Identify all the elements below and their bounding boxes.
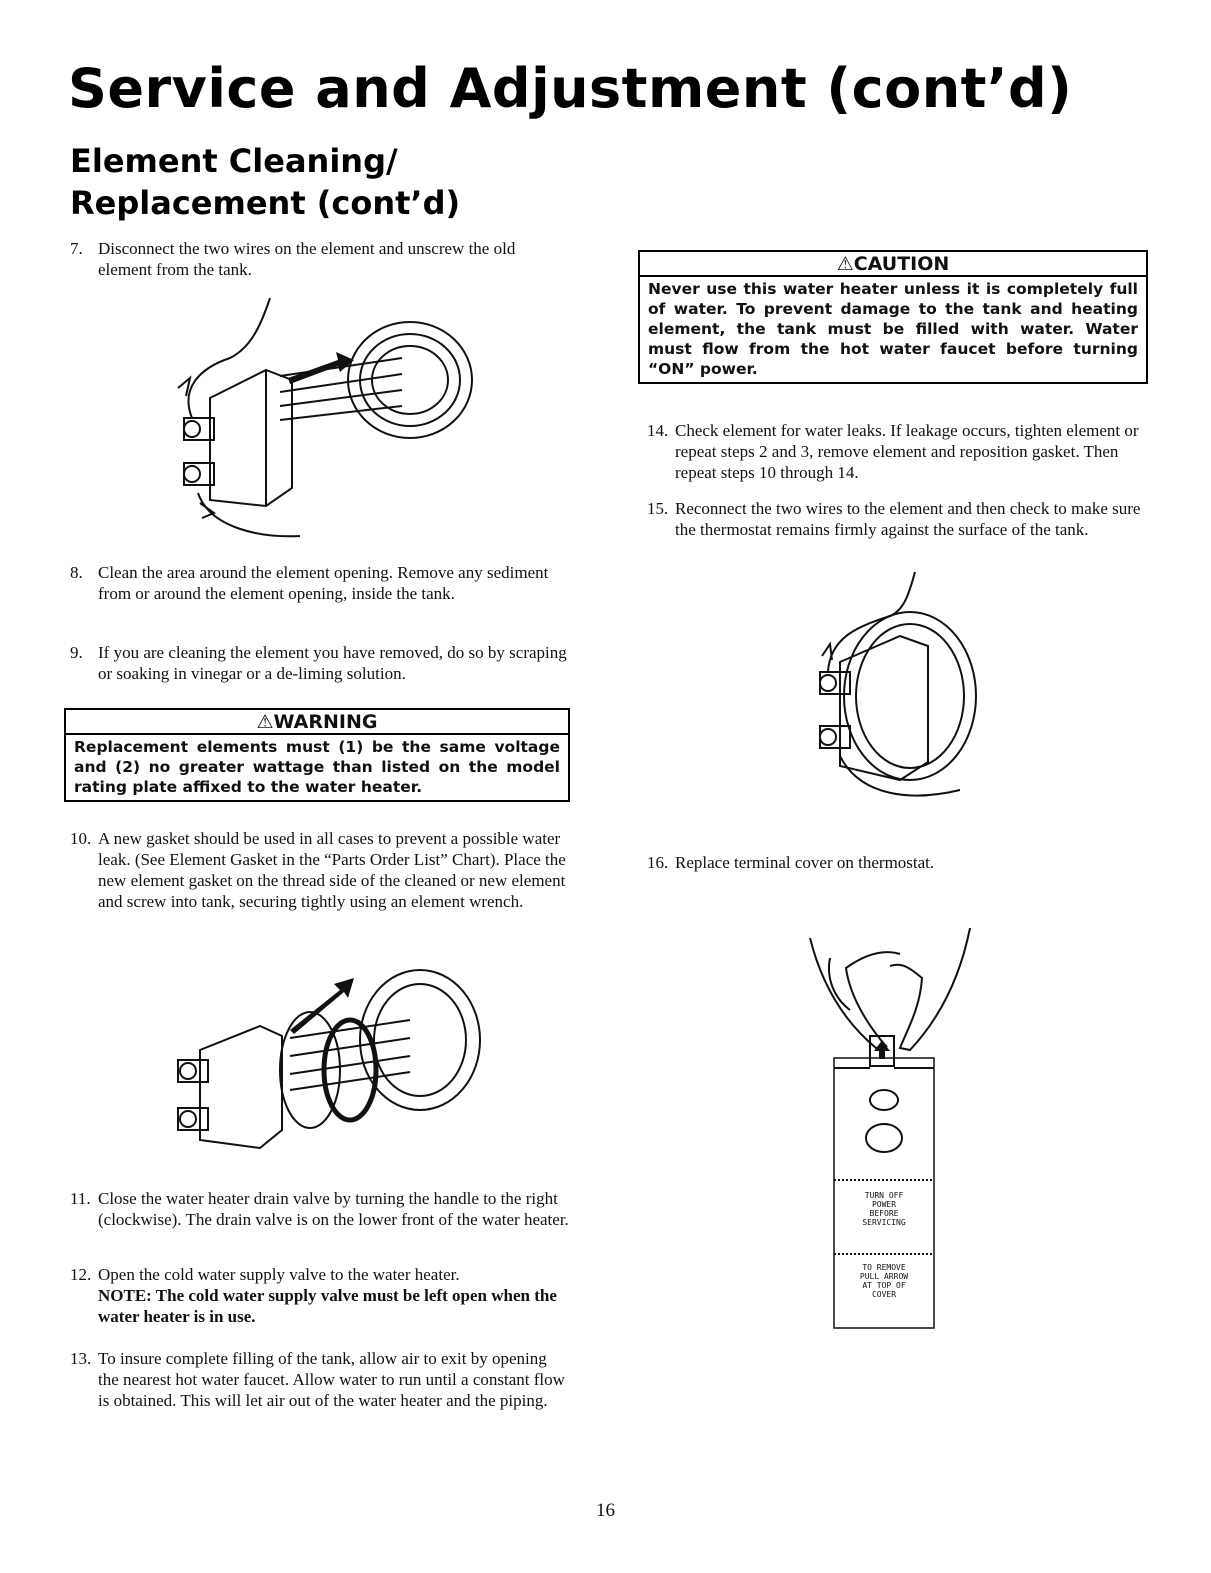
terminal-cover-illustration bbox=[790, 918, 990, 1338]
page-title: Service and Adjustment (cont’d) bbox=[68, 57, 1073, 120]
step-text: A new gasket should be used in all cases to prevent a possible water leak. (See Element Gasket in the “Parts Order List” Chart). Place the new element gasket on the thread side of the cleaned or new element and screw into tank, securing tightly using an element wrench. bbox=[98, 829, 566, 911]
step-number: 8. bbox=[70, 563, 83, 582]
cover-label-line7: AT TOP OF bbox=[862, 1281, 906, 1290]
step-number: 15. bbox=[647, 499, 669, 518]
step-9 bbox=[70, 642, 570, 684]
step-12 bbox=[70, 1264, 570, 1327]
step-text: Reconnect the two wires to the element and then check to make sure the thermostat remains firmly against the surface of the tank. bbox=[675, 499, 1141, 539]
subtitle-line-1: Element Cleaning/ bbox=[70, 142, 398, 180]
step-text: To insure complete filling of the tank, allow air to exit by opening the nearest hot water faucet. Allow water to run until a constant flow is obtained. This will let air out of the water heater and the piping. bbox=[98, 1349, 565, 1410]
reconnect-wires-illustration bbox=[800, 566, 980, 806]
step-note: NOTE: The cold water supply valve must be left open when the water heater is in use. bbox=[98, 1286, 557, 1326]
cover-label-line3: BEFORE bbox=[869, 1209, 899, 1218]
step-15 bbox=[647, 498, 1147, 540]
cover-label-line6: PULL ARROW bbox=[859, 1272, 909, 1281]
element-installation-illustration bbox=[170, 960, 490, 1160]
step-text: Disconnect the two wires on the element and unscrew the old element from the tank. bbox=[98, 239, 516, 279]
step-number: 13. bbox=[70, 1349, 92, 1368]
step-text: If you are cleaning the element you have removed, do so by scraping or soaking in vinegar or a de-liming solution. bbox=[98, 643, 567, 683]
cover-label-line1: TURN OFF bbox=[864, 1191, 904, 1200]
cover-label-line4: SERVICING bbox=[862, 1218, 906, 1227]
step-number: 11. bbox=[70, 1189, 91, 1208]
arrow-icon bbox=[288, 352, 354, 384]
warning-box bbox=[64, 708, 570, 802]
step-number: 16. bbox=[647, 853, 669, 872]
step-number: 9. bbox=[70, 643, 83, 662]
step-number: 14. bbox=[647, 421, 669, 440]
step-text: Check element for water leaks. If leakage occurs, tighten element or repeat steps 2 and 3, remove element and reposition gasket. Then repeat steps 10 through 14. bbox=[675, 421, 1139, 482]
step-14 bbox=[647, 420, 1147, 483]
caution-heading: ⚠CAUTION bbox=[640, 252, 1146, 277]
arrow-icon bbox=[290, 978, 354, 1034]
caution-body: Never use this water heater unless it is completely full of water. To prevent damage to the tank and heating element, the tank must be filled with water. Water must flow from the hot water faucet before turning “ON” power. bbox=[648, 280, 1138, 378]
element-removal-illustration bbox=[170, 288, 480, 548]
step-10 bbox=[70, 828, 570, 912]
step-7 bbox=[70, 238, 570, 280]
subtitle-line-2: Replacement (cont’d) bbox=[70, 184, 461, 222]
step-text: Clean the area around the element opening. Remove any sediment from or around the element opening, inside the tank. bbox=[98, 563, 549, 603]
page-number: 16 bbox=[596, 1500, 615, 1521]
step-8 bbox=[70, 562, 570, 604]
step-number: 12. bbox=[70, 1265, 92, 1284]
step-16 bbox=[647, 852, 1147, 873]
step-text bbox=[98, 1264, 570, 1327]
step-13 bbox=[70, 1348, 570, 1411]
warning-heading: ⚠WARNING bbox=[66, 710, 568, 735]
warning-body: Replacement elements must (1) be the same voltage and (2) no greater wattage than listed on the model rating plate affixed to the water heater. bbox=[74, 738, 560, 796]
cover-label-line2: POWER bbox=[871, 1200, 897, 1209]
step-text: Close the water heater drain valve by turning the handle to the right (clockwise). The drain valve is on the lower front of the water heater. bbox=[98, 1189, 569, 1229]
caution-box bbox=[638, 250, 1148, 384]
step-number: 10. bbox=[70, 829, 92, 848]
cover-label-line8: COVER bbox=[871, 1290, 897, 1299]
section-subtitle bbox=[70, 140, 460, 224]
cover-label-line5: TO REMOVE bbox=[862, 1263, 906, 1272]
step-text-main: Open the cold water supply valve to the water heater. bbox=[98, 1265, 460, 1284]
step-number: 7. bbox=[70, 239, 83, 258]
step-text: Replace terminal cover on thermostat. bbox=[675, 853, 935, 872]
step-11 bbox=[70, 1188, 570, 1230]
